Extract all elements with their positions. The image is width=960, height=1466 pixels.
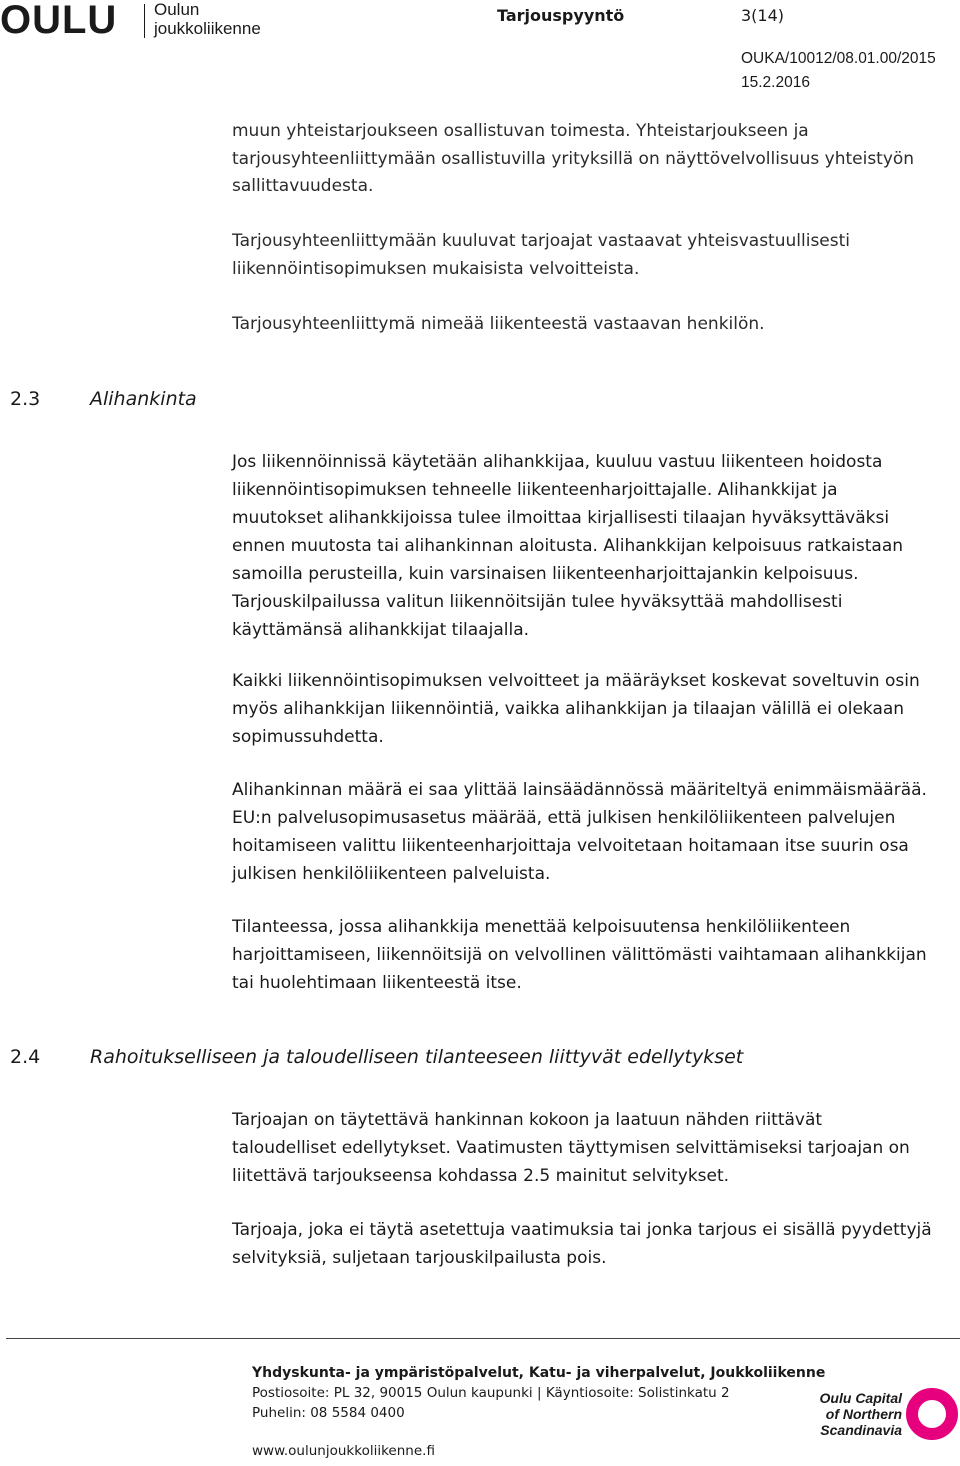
text-line: Tarjousyhteenliittymä nimeää liikenteestä vastaavan henkilön. bbox=[232, 314, 765, 334]
logo-subtitle-line1: Oulun bbox=[154, 0, 200, 19]
section-title: Alihankinta bbox=[90, 388, 197, 410]
text-line: julkisen henkilöliikenteen palveluista. bbox=[232, 864, 551, 884]
footer-phone: Puhelin: 08 5584 0400 bbox=[252, 1405, 405, 1421]
logo-subtitle-line2: joukkoliikenne bbox=[154, 19, 261, 38]
document-title: Tarjouspyyntö bbox=[497, 6, 625, 25]
text-line: sallittavuudesta. bbox=[232, 176, 374, 196]
text-line: harjoittamiseen, liikennöitsijä on velvollinen välittömästi vaihtamaan alihankkijan bbox=[232, 945, 927, 965]
text-line: Tarjouskilpailussa valitun liikennöitsijän tulee hyväksyttää mahdollisesti bbox=[232, 592, 843, 612]
text-line: liikennöintisopimuksen mukaisista velvoitteista. bbox=[232, 258, 640, 279]
footer-address: Postiosoite: PL 32, 90015 Oulun kaupunki | Käyntiosoite: Solistinkatu 2 bbox=[252, 1385, 730, 1401]
capital-line3: Scandinavia bbox=[820, 1422, 902, 1438]
capital-line1: Oulu Capital bbox=[819, 1390, 902, 1406]
oulu-logo: OULU bbox=[0, 0, 118, 42]
paragraph-max-amount bbox=[232, 776, 960, 888]
paragraph-financial-requirements bbox=[232, 1106, 960, 1190]
text-line: ennen muutosta tai alihankinnan aloitusta. Alihankkijan kelpoisuus ratkaistaan bbox=[232, 536, 904, 556]
text-line: selvityksiä, suljetaan tarjouskilpailusta pois. bbox=[232, 1248, 607, 1268]
section-number: 2.4 bbox=[10, 1046, 41, 1068]
section-number: 2.3 bbox=[10, 388, 41, 410]
text-line: Tarjoaja, joka ei täytä asetettuja vaatimuksia tai jonka tarjous ei sisällä pyydettyjä bbox=[232, 1220, 932, 1240]
paragraph-obligations bbox=[232, 667, 960, 751]
text-line: sopimussuhdetta. bbox=[232, 727, 384, 747]
text-line: Jos liikennöinnissä käytetään alihankkijaa, kuuluu vastuu liikenteen hoidosta bbox=[232, 452, 883, 472]
footer-website-link[interactable]: www.oulunjoukkoliikenne.fi bbox=[252, 1443, 435, 1459]
text-line: muun yhteistarjoukseen osallistuvan toimesta. Yhteistarjoukseen ja bbox=[232, 121, 809, 141]
text-line: tai huolehtimaan liikenteestä itse. bbox=[232, 973, 522, 993]
paragraph-joint-bid bbox=[232, 118, 960, 201]
text-line: Tarjousyhteenliittymään kuuluvat tarjoajat vastaavat yhteisvastuullisesti bbox=[232, 231, 851, 251]
text-line: hoitamiseen valittu liikenteenharjoittaja velvoitetaan hoitamaan itse suurin osa bbox=[232, 836, 909, 856]
text-line: Tarjoajan on täytettävä hankinnan kokoon ja laatuun nähden riittävät bbox=[232, 1110, 823, 1130]
section-heading-2-3 bbox=[10, 388, 197, 410]
section-heading-2-4 bbox=[10, 1046, 743, 1068]
text-line: tarjousyhteenliittymään osallistuvilla yrityksillä on näyttövelvollisuus yhteistyön bbox=[232, 148, 915, 169]
text-line: EU:n palvelusopimusasetus määrää, että julkisen henkilöliikenteen palvelujen bbox=[232, 808, 896, 828]
text-line: myös alihankkijan liikennöintiä, vaikka alihankkijan ja tilaajan välillä ei olekaan bbox=[232, 699, 905, 719]
footer-organization: Yhdyskunta- ja ympäristöpalvelut, Katu- ja viherpalvelut, Joukkoliikenne bbox=[252, 1365, 826, 1381]
capital-line2: of Northern bbox=[825, 1406, 902, 1422]
footer-divider bbox=[6, 1338, 960, 1339]
document-date: 15.2.2016 bbox=[741, 74, 810, 91]
text-line: Kaikki liikennöintisopimuksen velvoitteet ja määräykset koskevat soveltuvin osin bbox=[232, 671, 920, 691]
paragraph-contact-person bbox=[232, 311, 960, 339]
text-line: samoilla perusteilla, kuin varsinaisen liikenteenharjoittajankin kelpoisuus. bbox=[232, 564, 859, 584]
capital-of-northern-scandinavia-logo bbox=[806, 1390, 902, 1438]
reference-number: OUKA/10012/08.01.00/2015 bbox=[741, 50, 936, 67]
logo-subtitle bbox=[154, 0, 261, 38]
paragraph-loss-of-eligibility bbox=[232, 913, 960, 997]
paragraph-subcontracting bbox=[232, 448, 960, 644]
text-line: liitettävä tarjoukseensa kohdassa 2.5 mainitut selvitykset. bbox=[232, 1166, 730, 1186]
paragraph-joint-liability bbox=[232, 228, 960, 283]
text-line: Tilanteessa, jossa alihankkija menettää kelpoisuutensa henkilöliikenteen bbox=[232, 917, 851, 937]
text-line: taloudelliset edellytykset. Vaatimusten täyttymisen selvittämiseksi tarjoajan on bbox=[232, 1138, 910, 1158]
section-title: Rahoitukselliseen ja taloudelliseen tilanteeseen liittyvät edellytykset bbox=[90, 1046, 744, 1068]
text-line: käyttämänsä alihankkijat tilaajalla. bbox=[232, 620, 530, 640]
text-line: muutokset alihankkijoissa tulee ilmoittaa kirjallisesti tilaajan hyväksyttäväksi bbox=[232, 508, 890, 528]
logo-divider bbox=[144, 4, 145, 38]
oulu-ring-logo-icon bbox=[906, 1388, 958, 1440]
paragraph-exclusion bbox=[232, 1216, 960, 1272]
text-line: Alihankinnan määrä ei saa ylittää lainsäädännössä määriteltyä enimmäismäärää. bbox=[232, 780, 927, 800]
page-number: 3(14) bbox=[741, 6, 785, 25]
text-line: liikennöintisopimuksen tehneelle liikenteenharjoittajalle. Alihankkijat ja bbox=[232, 480, 838, 500]
